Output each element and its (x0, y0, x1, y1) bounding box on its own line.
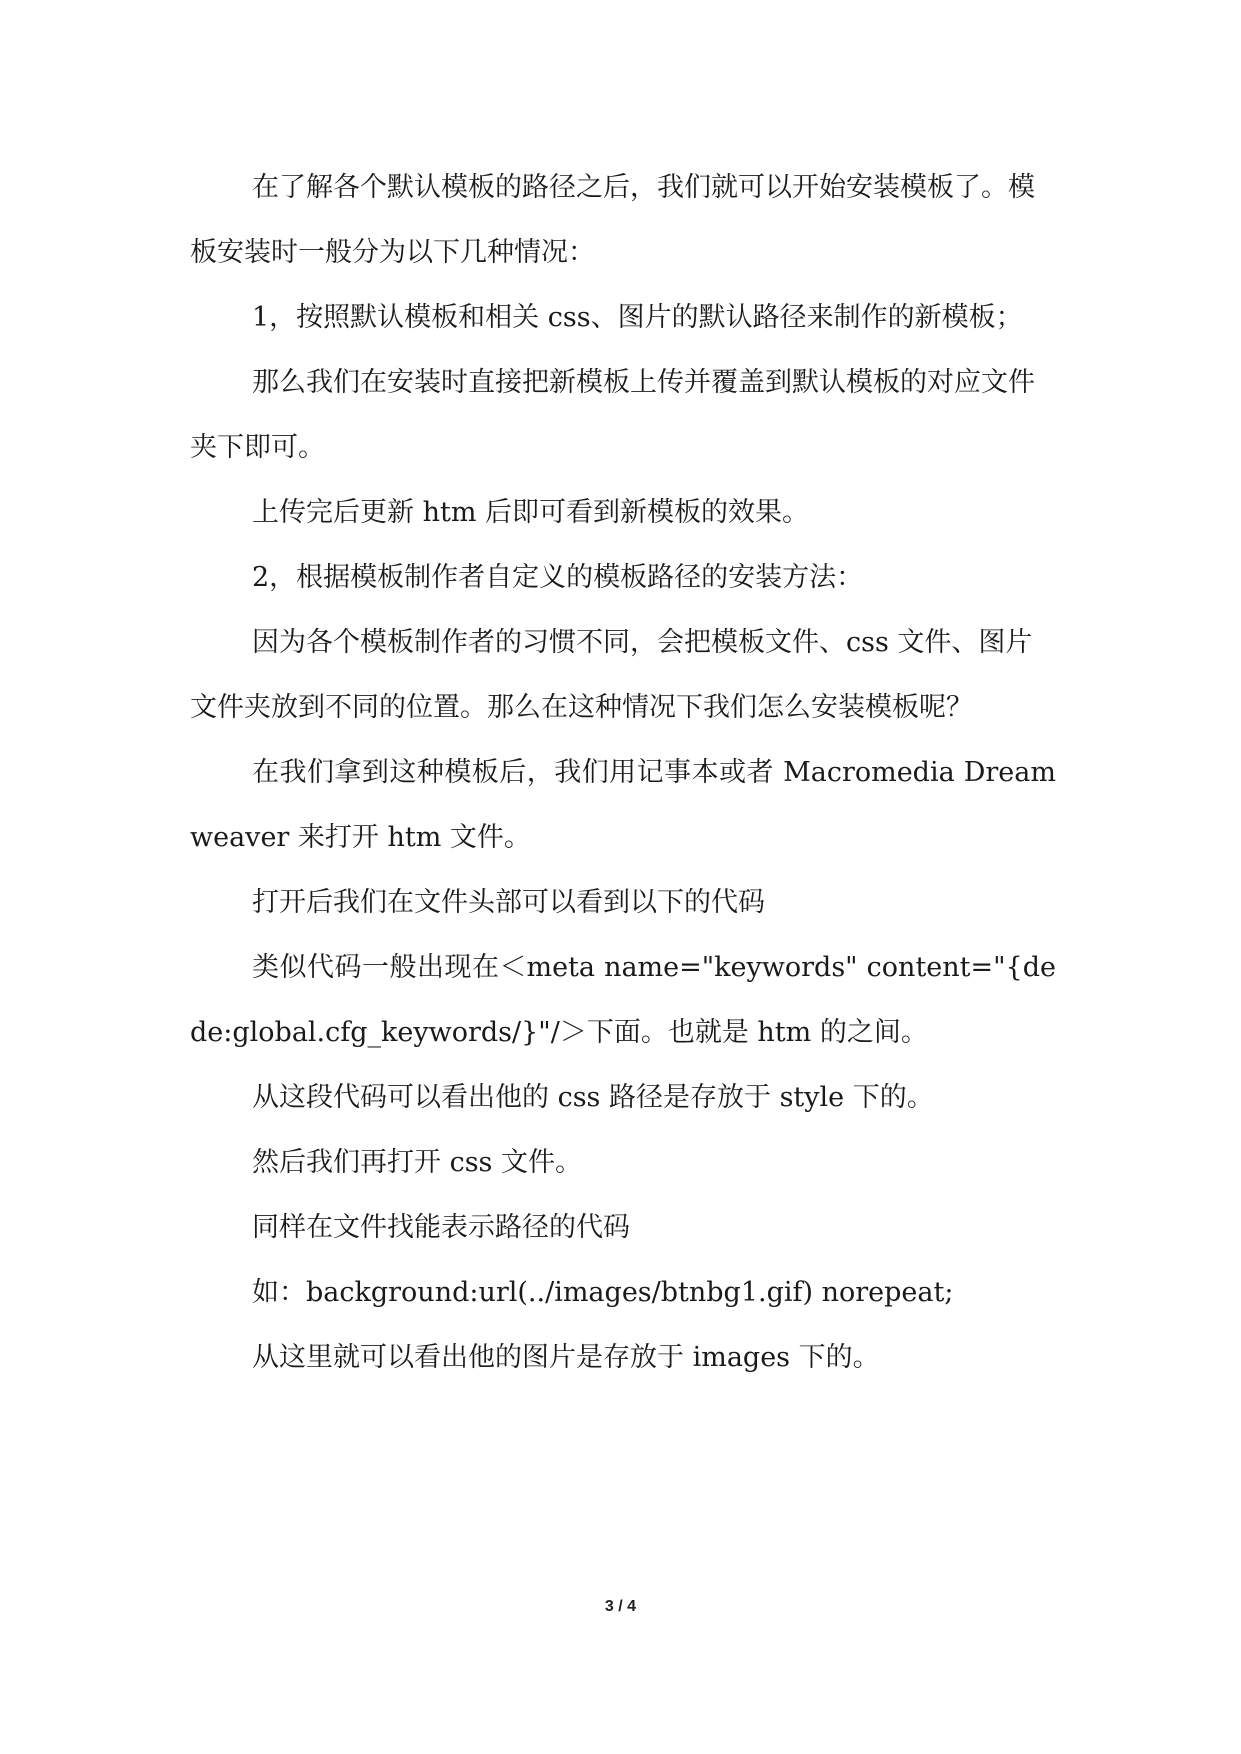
paragraph: 因为各个模板制作者的习惯不同，会把模板文件、css 文件、图片文件夹放到不同的位置。那么在这种情况下我们怎么安装模板呢？ (190, 627, 1033, 723)
page-number: 3 / 4 (604, 1598, 637, 1615)
paragraph: 在了解各个默认模板的路径之后，我们就可以开始安装模板了。模板安装时一般分为以下几种情况： (190, 172, 1035, 268)
paragraph: 上传完后更新 htm 后即可看到新模板的效果。 (252, 497, 810, 528)
paragraph: 打开后我们在文件头部可以看到以下的代码 (252, 887, 765, 918)
paragraph: 类似代码一般出现在＜meta name="keywords" content="{dede:global.cfg_keywords/}"/＞下面。也就是 htm 的之间。 (190, 952, 1056, 1048)
paragraph: 那么我们在安装时直接把新模板上传并覆盖到默认模板的对应文件夹下即可。 (190, 367, 1035, 463)
paragraph: 从这里就可以看出他的图片是存放于 images 下的。 (252, 1342, 880, 1373)
paragraph: 1，按照默认模板和相关 css、图片的默认路径来制作的新模板； (252, 302, 1023, 333)
paragraph: 2，根据模板制作者自定义的模板路径的安装方法： (252, 562, 864, 593)
document-body (190, 155, 1056, 1390)
paragraph: 如：background:url(../images/btnbg1.gif) norepeat; (252, 1277, 954, 1308)
paragraph: 同样在文件找能表示路径的代码 (252, 1212, 630, 1243)
paragraph: 从这段代码可以看出他的 css 路径是存放于 style 下的。 (252, 1082, 934, 1113)
paragraph: 在我们拿到这种模板后，我们用记事本或者 Macromedia Dreamweaver 来打开 htm 文件。 (190, 757, 1056, 853)
paragraph: 然后我们再打开 css 文件。 (252, 1147, 582, 1178)
